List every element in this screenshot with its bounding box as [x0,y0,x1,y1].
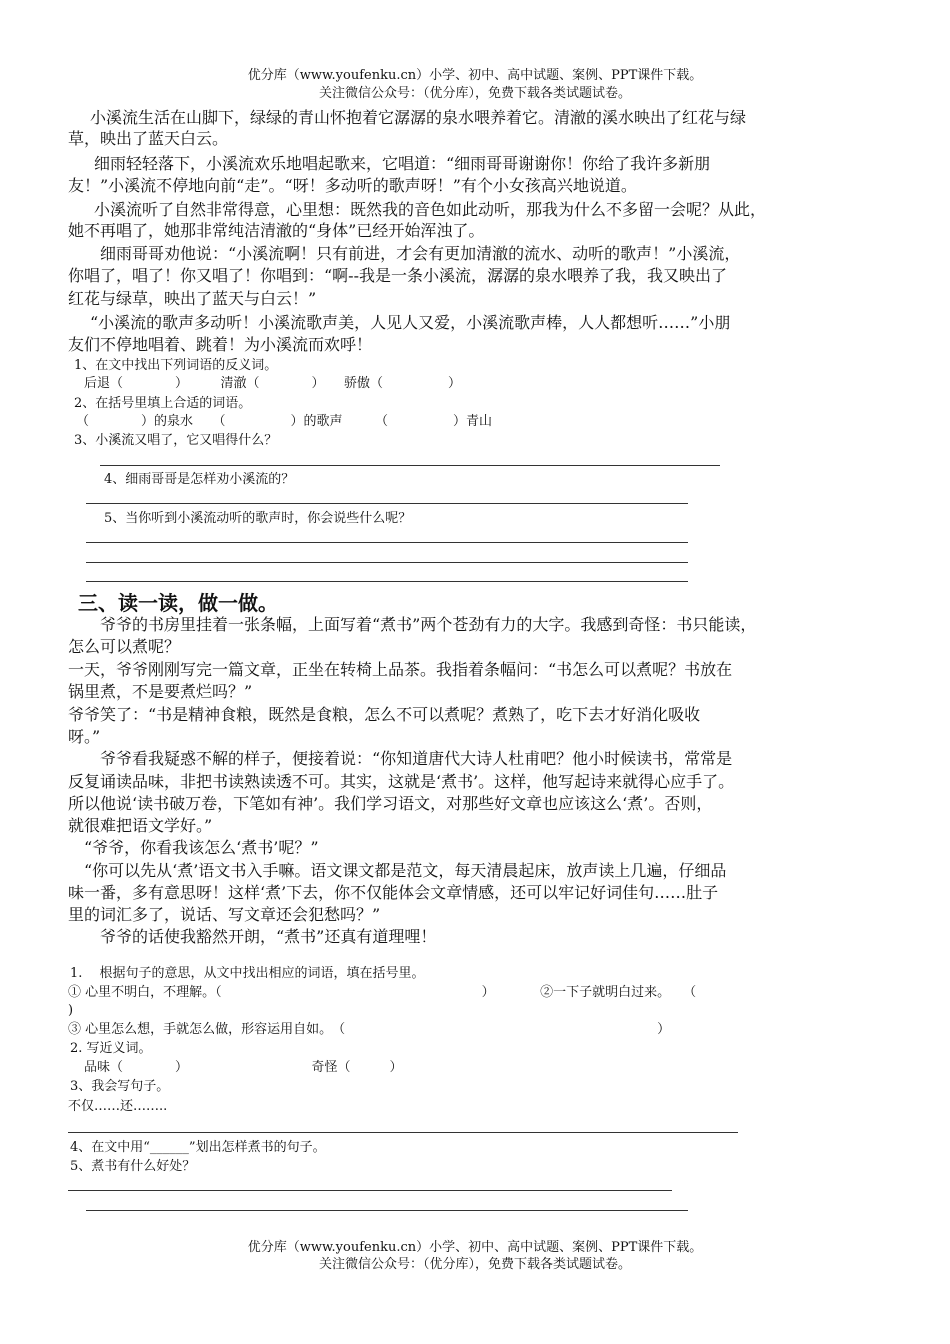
header-line-1: 优分库（www.youfenku.cn）小学、初中、高中试题、案例、PPT课件下载。 [247,68,703,83]
passage1-line: 友们不停地唱着、跳着！为小溪流而欢呼！ [68,335,373,354]
passage2-line: 爷爷的书房里挂着一张条幅，上面写着“煮书”两个苍劲有力的大字。我感到奇怪：书只能读， [100,615,757,634]
passage2-line: “你可以先从‘煮’语文书入手嘛。语文课文都是范文，每天清晨起床，放声读上几遍，仔细品 [84,861,727,880]
answer-line[interactable] [86,562,688,563]
passage2-line: 所以他说‘读书破万卷，下笔如有神’。我们学习语文，对那些好文章也应该这么‘煮’。否则， [68,794,713,813]
header-line-2: 关注微信公众号：（优分库），免费下载各类试题试卷。 [318,86,631,101]
passage1-line: 细雨哥哥劝他说：“小溪流啊！只有前进，才会有更加清澈的流水、动听的歌声！”小溪流， [100,244,741,263]
question-3: 3、小溪流又唱了，它又唱得什么？ [74,433,278,448]
question-2-blanks[interactable]: （ ）的泉水 （ ）的歌声 （ ）青山 [76,414,493,429]
answer-line[interactable] [68,1190,672,1191]
passage2-line: 怎么可以煮呢？ [68,637,181,656]
passage1-line: 小溪流听了自然非常得意，心里想：既然我的音色如此动听，那我为什么不多留一会呢？从此， [94,200,767,219]
s3-question-3-prompt: 不仅……还…….. [68,1099,168,1114]
s3-question-1-close: ) [68,1003,74,1018]
passage1-line: 红花与绿草，映出了蓝天与白云！” [68,289,317,308]
footer-line-2: 关注微信公众号：（优分库），免费下载各类试题试卷。 [318,1257,631,1272]
s3-question-1-item3[interactable]: ③ 心里怎么想，手就怎么做，形容运用自如。 （ ） [68,1022,671,1037]
section-title: 三、读一读，做一做。 [78,591,278,615]
passage2-line: 呀。” [68,727,101,746]
answer-line[interactable] [86,503,688,504]
s3-question-3: 3、我会写句子。 [70,1079,170,1094]
passage2-line: “爷爷，你看我该怎么‘煮书’呢？” [84,838,319,857]
passage2-line: 一天，爷爷刚刚写完一篇文章，正坐在转椅上品茶。我指着条幅问：“书怎么可以煮呢？书放在 [68,660,733,679]
answer-line[interactable] [86,581,688,582]
answer-line[interactable] [86,542,688,543]
passage1-line: 小溪流生活在山脚下，绿绿的青山怀抱着它潺潺的泉水喂养着它。清澈的溪水映出了红花与绿 [90,108,747,127]
passage2-line: 爷爷看我疑惑不解的样子，便接着说：“你知道唐代大诗人杜甫吧？他小时候读书，常常是 [100,749,733,768]
s3-question-2-blanks[interactable]: 品味（ ） 奇怪（ ） [84,1060,403,1075]
passage2-line: 里的词汇多了，说话、写文章还会犯愁吗？” [68,905,381,924]
passage2-line: 锅里煮，不是要煮烂吗？” [68,682,253,701]
passage2-line: 反复诵读品味，非把书读熟读透不可。其实，这就是‘煮书’。这样，他写起诗来就得心应手了。 [68,772,735,791]
s3-question-1-blanks[interactable]: ① 心里不明白，不理解。（ ） ②一下子就明白过来。 （ [68,985,697,1000]
passage1-line: 友！”小溪流不停地向前“走”。“呀！多动听的歌声呀！”有个小女孩高兴地说道。 [68,176,637,195]
passage1-line: 草，映出了蓝天白云。 [68,129,229,148]
s3-question-2: 2. 写近义词。 [70,1041,152,1056]
passage1-line: “小溪流的歌声多动听！小溪流歌声美，人见人又爱，小溪流歌声棒，人人都想听……”小朋 [90,313,731,332]
passage2-line: 就很难把语文学好。” [68,816,213,835]
footer-line-1: 优分库（www.youfenku.cn）小学、初中、高中试题、案例、PPT课件下载。 [247,1240,703,1255]
answer-line[interactable] [86,1210,688,1211]
passage1-line: 你唱了，唱了！你又唱了！你唱到：“啊--我是一条小溪流，潺潺的泉水喂养了我，我又映出了 [68,266,727,285]
answer-line[interactable] [68,1132,738,1133]
s3-question-5: 5、煮书有什么好处？ [70,1159,196,1174]
passage2-line: 爷爷的话使我豁然开朗，“煮书”还真有道理哩！ [100,927,437,946]
passage1-line: 她不再唱了，她那非常纯洁清澈的“身体”已经开始浑浊了。 [68,221,485,240]
question-1-blanks[interactable]: 后退（ ） 清澈（ ） 骄傲（ ） [84,376,462,391]
question-4: 4、细雨哥哥是怎样劝小溪流的？ [104,472,295,487]
answer-line[interactable] [100,465,720,466]
question-5: 5、当你听到小溪流动听的歌声时，你会说些什么呢？ [104,511,412,526]
s3-question-4: 4、在文中用“______”划出怎样煮书的句子。 [70,1140,326,1155]
s3-question-1: 1. 根据句子的意思，从文中找出相应的词语，填在括号里。 [70,966,425,981]
passage2-line: 味一番，多有意思呀！这样‘煮’下去，你不仅能体会文章情感，还可以牢记好词佳句……肚子 [68,883,719,902]
question-1: 1、在文中找出下列词语的反义词。 [74,358,278,373]
passage2-line: 爷爷笑了：“书是精神食粮，既然是食粮，怎么不可以煮呢？煮熟了，吃下去才好消化吸收 [68,705,701,724]
question-2: 2、在括号里填上合适的词语。 [74,396,252,411]
passage1-line: 细雨轻轻落下，小溪流欢乐地唱起歌来，它唱道：“细雨哥哥谢谢你！你给了我许多新朋 [94,154,711,173]
